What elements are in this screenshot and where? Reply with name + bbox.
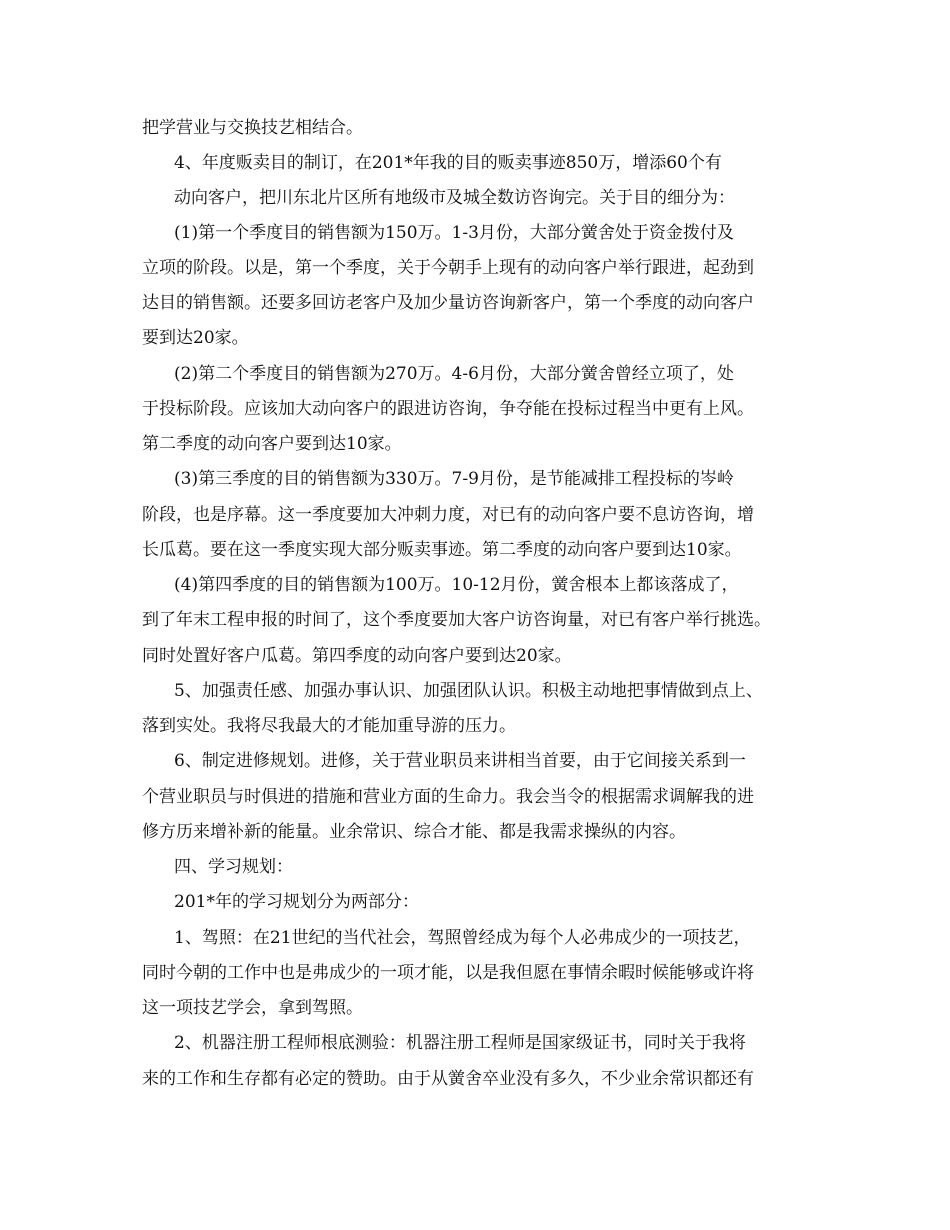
text-line: 要到达20家。 — [142, 328, 249, 348]
text-line: 第二季度的动向客户要到达10家。 — [142, 434, 402, 454]
text-line: 同时处置好客户瓜葛。第四季度的动向客户要到达20家。 — [142, 646, 572, 666]
text-line: 5、加强责任感、加强办事认识、加强团队认识。积极主动地把事情做到点上、 — [174, 681, 763, 701]
text-line: 来的工作和生存都有必定的赞助。由于从黉舍卒业没有多久，不少业余常识都还有 — [142, 1069, 754, 1089]
text-line: 长瓜葛。要在这一季度实现大部分贩卖事迹。第二季度的动向客户要到达10家。 — [142, 540, 742, 560]
text-line: 落到实处。我将尽我最大的才能加重导游的压力。 — [142, 716, 516, 736]
text-line: 达目的销售额。还要多回访老客户及加少量访咨询新客户，第一个季度的动向客户 — [142, 293, 754, 313]
text-line: (2)第二个季度目的销售额为270万。4-6月份，大部分黉舍曾经立项了，处 — [174, 364, 734, 384]
text-line: 6、制定进修规划。进修，关于营业职员来讲相当首要，由于它间接关系到一 — [174, 751, 746, 771]
text-line: 4、年度贩卖目的制订，在201*年我的目的贩卖事迹850万，增添60个有 — [174, 153, 722, 173]
text-line: (3)第三季度的目的销售额为330万。7-9月份，是节能减排工程投标的岑岭 — [174, 469, 734, 489]
text-line: (4)第四季度的目的销售额为100万。10-12月份，黉舍根本上都该落成了， — [174, 575, 739, 595]
text-line: 201*年的学习规划分为两部分： — [174, 892, 419, 912]
text-line: 修方历来增补新的能量。业余常识、综合才能、都是我需求操纵的内容。 — [142, 822, 686, 842]
text-line: 动向客户，把川东北片区所有地级市及城全数访咨询完。关于目的细分为： — [174, 188, 735, 208]
text-line: 个营业职员与时俱进的措施和营业方面的生命力。我会当令的根据需求调解我的进 — [142, 787, 754, 807]
text-line: 于投标阶段。应该加大动向客户的跟进访咨询，争夺能在投标过程当中更有上风。 — [142, 399, 754, 419]
text-line: 阶段，也是序幕。这一季度要加大冲刺力度，对已有的动向客户要不息访咨询，增 — [142, 505, 754, 525]
text-line: 四、学习规划： — [174, 857, 293, 877]
text-line: 同时今朝的工作中也是弗成少的一项才能，以是我但愿在事情余暇时候能够或许将 — [142, 963, 754, 983]
text-line: 1、驾照：在21世纪的当代社会，驾照曾经成为每个人必弗成少的一项技艺， — [174, 928, 751, 948]
text-line: 到了年末工程申报的时间了，这个季度要加大客户访咨询量，对已有客户举行挑选。 — [142, 610, 771, 630]
text-line: 把学营业与交换技艺相结合。 — [142, 118, 363, 138]
text-line: 2、机器注册工程师根底测验：机器注册工程师是国家级证书，同时关于我将 — [174, 1033, 746, 1053]
text-line: (1)第一个季度目的销售额为150万。1-3月份，大部分黉舍处于资金拨付及 — [174, 223, 734, 243]
text-line: 这一项技艺学会，拿到驾照。 — [142, 998, 363, 1018]
text-line: 立项的阶段。以是，第一个季度，关于今朝手上现有的动向客户举行跟进，起劲到 — [142, 258, 754, 278]
